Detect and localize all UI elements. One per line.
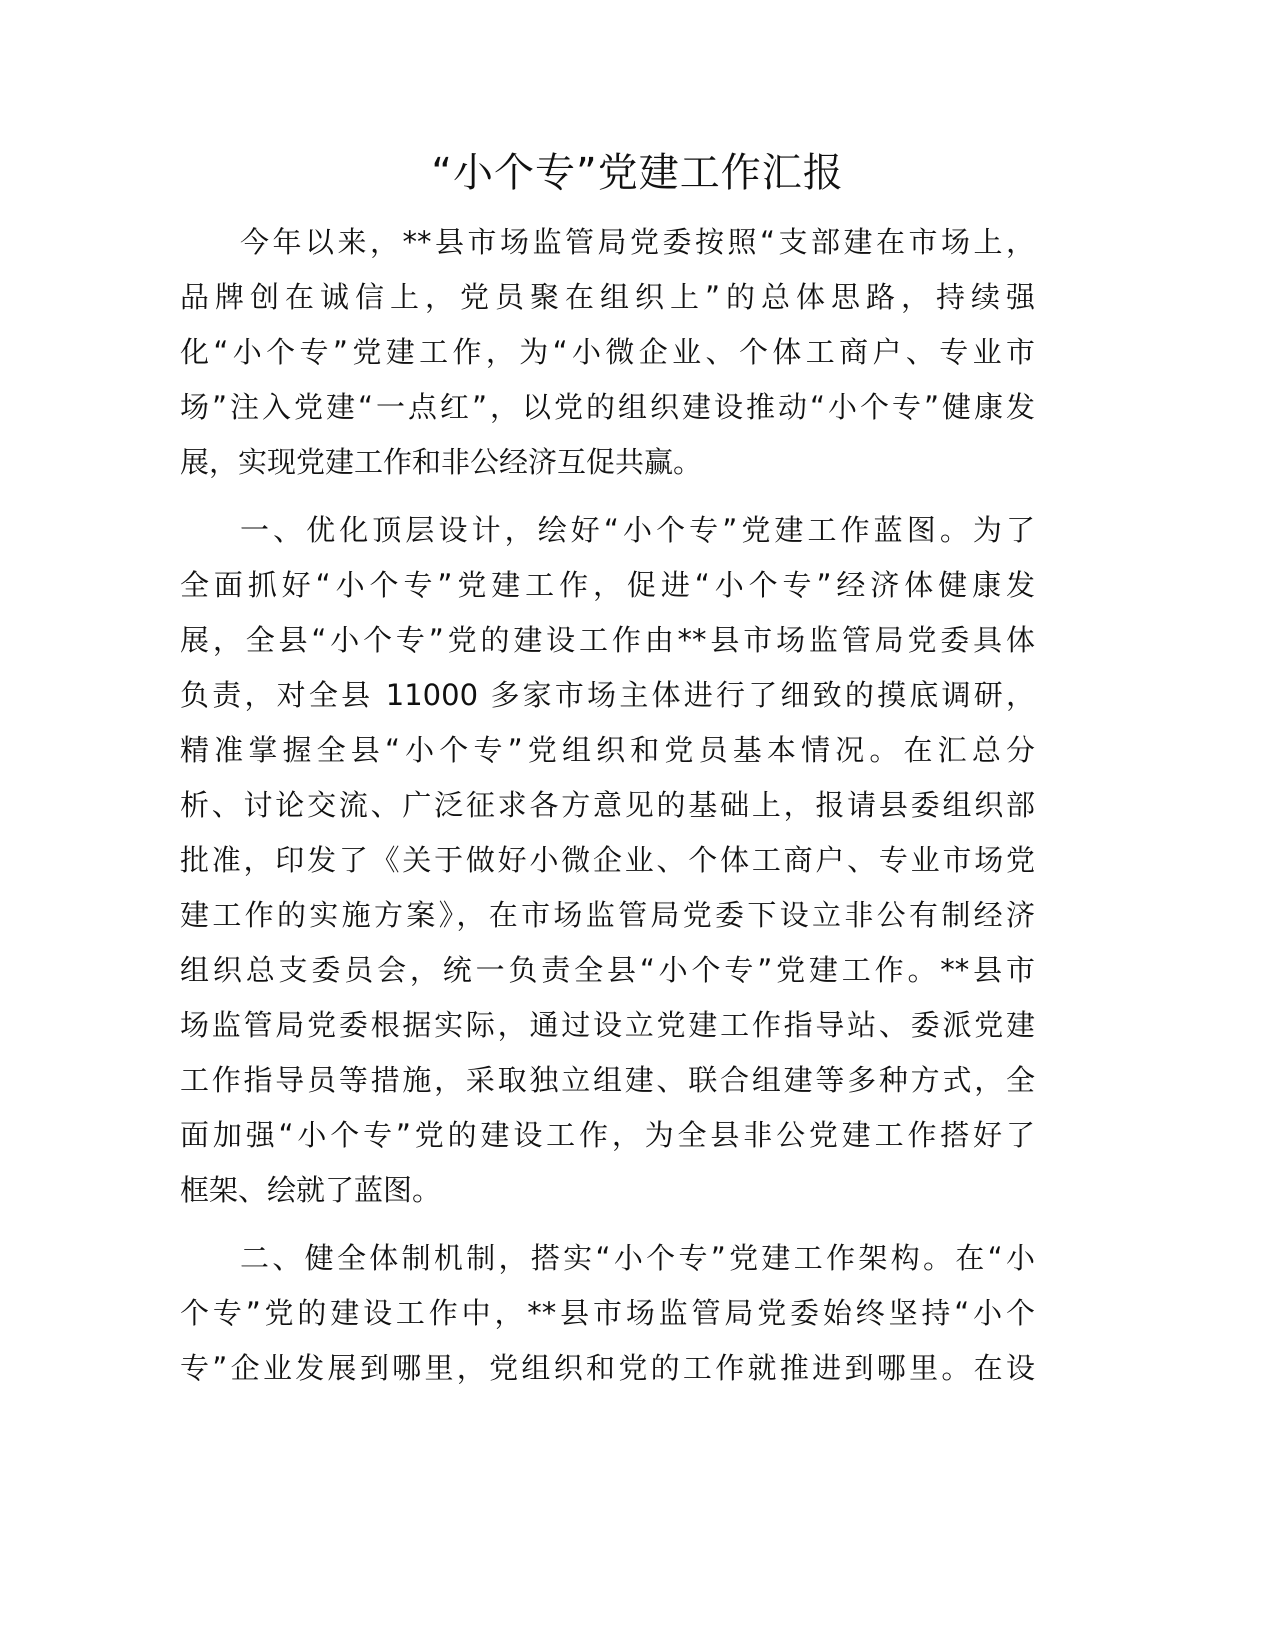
- paragraph: [180, 1231, 1035, 1396]
- paragraph-line: 专”企业发展到哪里，党组织和党的工作就推进到哪里。在设: [180, 1351, 1035, 1385]
- paragraph-line: 化“小个专”党建工作，为“小微企业、个体工商户、专业市: [180, 335, 1035, 369]
- paragraph-line: 一、优化顶层设计，绘好“小个专”党建工作蓝图。为了: [240, 513, 1035, 547]
- paragraph-line: 场”注入党建“一点红”，以党的组织建设推动“小个专”健康发: [180, 390, 1035, 424]
- paragraph-line: 展，实现党建工作和非公经济互促共赢。: [180, 445, 703, 479]
- paragraph-line: 今年以来，**县市场监管局党委按照“支部建在市场上，: [240, 225, 1035, 259]
- paragraph-line: 批准，印发了《关于做好小微企业、个体工商户、专业市场党: [180, 843, 1035, 877]
- paragraph-line: 建工作的实施方案》，在市场监管局党委下设立非公有制经济: [180, 898, 1035, 932]
- document-body: [180, 215, 1035, 1409]
- paragraph-line: 析、讨论交流、广泛征求各方意见的基础上，报请县委组织部: [180, 788, 1035, 822]
- document-title: “小个专”党建工作汇报: [431, 150, 844, 196]
- paragraph-line: 工作指导员等措施，采取独立组建、联合组建等多种方式，全: [180, 1063, 1035, 1097]
- paragraph-line: 品牌创在诚信上，党员聚在组织上”的总体思路，持续强: [180, 280, 1035, 314]
- paragraph-line: 精准掌握全县“小个专”党组织和党员基本情况。在汇总分: [180, 733, 1035, 767]
- paragraph-line: 框架、绘就了蓝图。: [180, 1173, 442, 1207]
- paragraph: [180, 503, 1035, 1218]
- paragraph-line: 负责，对全县 11000 多家市场主体进行了细致的摸底调研，: [180, 678, 1035, 712]
- paragraph-line: 场监管局党委根据实际，通过设立党建工作指导站、委派党建: [180, 1008, 1035, 1042]
- paragraph-line: 全面抓好“小个专”党建工作，促进“小个专”经济体健康发: [180, 568, 1035, 602]
- paragraph-line: 二、健全体制机制，搭实“小个专”党建工作架构。在“小: [240, 1241, 1035, 1275]
- paragraph-line: 展，全县“小个专”党的建设工作由**县市场监管局党委具体: [180, 623, 1035, 657]
- paragraph-line: 个专”党的建设工作中，**县市场监管局党委始终坚持“小个: [180, 1296, 1035, 1330]
- paragraph-line: 组织总支委员会，统一负责全县“小个专”党建工作。**县市: [180, 953, 1035, 987]
- paragraph-line: 面加强“小个专”党的建设工作，为全县非公党建工作搭好了: [180, 1118, 1035, 1152]
- paragraph: [180, 215, 1035, 490]
